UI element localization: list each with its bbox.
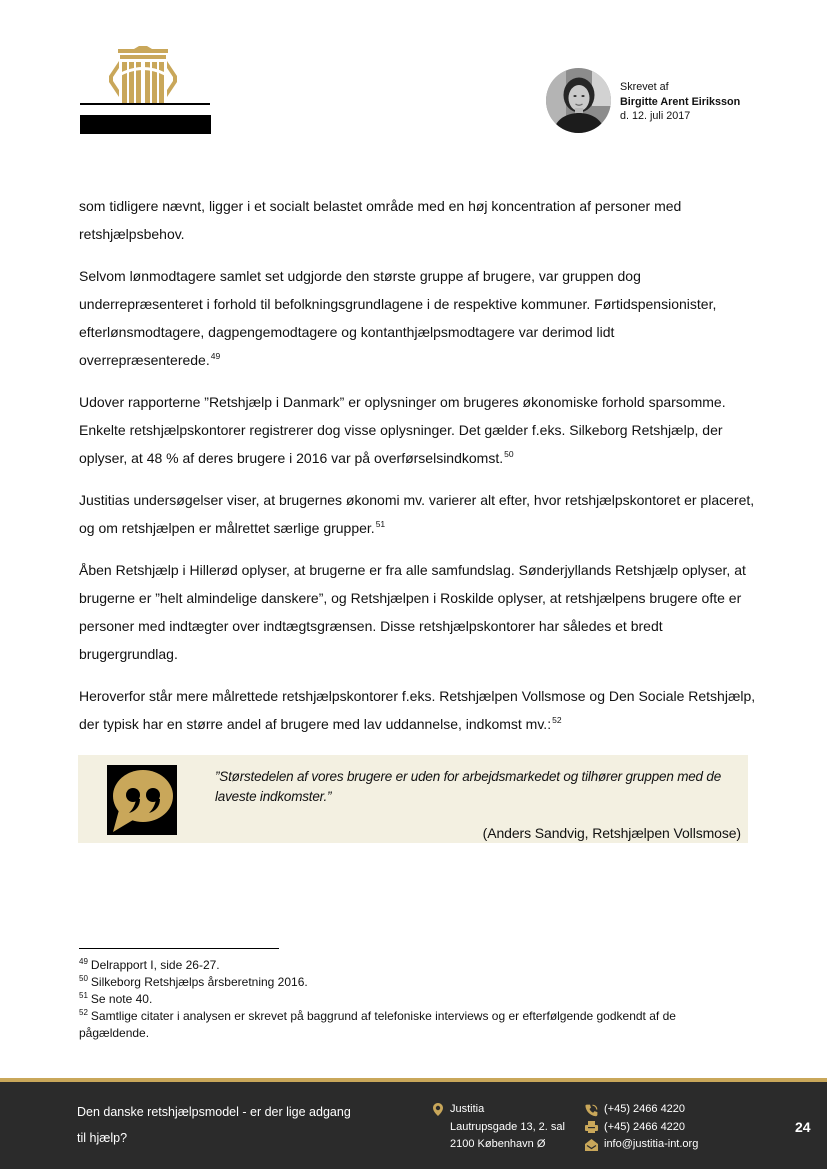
report-title-line: til hjælp? [77,1131,128,1145]
pull-quote [78,755,748,843]
report-title-line: Den danske retshjælpsmodel - er der lige adgang [77,1105,351,1119]
text-line [79,514,799,542]
quote-line: laveste indkomster.” [215,789,332,804]
footnotes [79,957,676,1042]
footnote-ref: 52 [552,715,562,725]
emblem-right-chevron [167,61,177,97]
footnote-ref: 49 [210,351,221,361]
text-line [79,346,799,374]
footnote [79,974,676,991]
text-line: brugergrundlag. [79,646,178,662]
emblem-architrave [120,55,166,59]
phone-number: (+45) 2466 4220 [604,1103,686,1115]
fax-icon [585,1121,598,1133]
emblem-cornice [118,46,168,53]
text-line: Heroverfor står mere målrettede retshjælpskontorer f.eks. Retshjælpen Vollsmose og Den Sociale Retshjælp, [79,688,756,704]
text-line-content: der typisk har en større andel af brugere med lav uddannelse, indkomst mv.: [79,716,552,732]
text-line: personer med indtægter over indtægtsgrænsen. Disse retshjælpskontorer har således et bredt [79,618,663,634]
quote-line: ”Størstedelen af vores brugere er uden for arbejdsmarkedet og tilhører gruppen med de [215,769,722,784]
emblem-arch [121,69,165,75]
text-line: som tidligere nævnt, ligger i et socialt belastet område med en høj koncentration af personer med [79,198,682,214]
building-emblem-icon [109,46,177,103]
text-line: Justitias undersøgelser viser, at brugernes økonomi mv. varierer alt efter, hvor retshjælpskontoret er placeret, [79,492,755,508]
text-line-content: og om retshjælpen er målrettet særlige grupper. [79,520,375,536]
author-avatar [546,68,611,133]
quote-text [215,767,721,807]
text-line: Enkelte retshjælpskontorer registrerer dog visse oplysninger. Det gælder f.eks. Silkeborg Retshjælp, der [79,422,723,438]
paragraph [79,486,799,542]
text-line-content: oplyser, at 48 % af deres brugere i 2016 var på overførselsindkomst. [79,450,504,466]
address [450,1101,565,1154]
page-footer [0,1082,827,1169]
paragraph [79,192,799,248]
publish-date: d. 12. juli 2017 [620,110,691,122]
text-line: underrepræsenteret i forhold til befolkningsgrundlagene i de respektive kommuner. Førtidspensionister, [79,296,717,312]
report-title [77,1099,351,1151]
footnote-number: 52 [79,1008,88,1017]
address-name: Justitia [450,1103,485,1115]
paragraph [79,388,799,472]
email-icon [585,1139,598,1151]
footnote [79,1008,676,1025]
footnote-number: 49 [79,957,88,966]
page-number: 24 [795,1119,811,1135]
quote-attribution: (Anders Sandvig, Retshjælpen Vollsmose) [482,825,741,841]
redacted-bar [80,115,211,134]
location-pin-icon [433,1103,443,1116]
organization-logo [78,44,214,138]
quote-bubble-icon [107,765,177,835]
text-line: retshjælpsbehov. [79,226,185,242]
email-address: info@justitia-int.org [604,1138,699,1150]
footnote-number: 51 [79,991,88,1000]
fax-number: (+45) 2466 4220 [604,1120,686,1133]
footnote-separator [79,948,279,949]
author-name: Birgitte Arent Eiriksson [620,95,741,108]
emblem-column [122,62,127,103]
footnote-continuation: pågældende. [79,1026,150,1040]
text-line: brugerne er ”helt almindelige danskere”, og Retshjælpen i Roskilde oplyser, at retshjælpens brugere ofte er [79,590,742,606]
footnote-ref: 51 [375,519,386,529]
text-line: Selvom lønmodtagere samlet set udgjorde den største gruppe af brugere, var gruppen dog [79,268,641,284]
address-street: Lautrupsgade 13, 2. sal [450,1120,565,1133]
text-line [79,444,799,472]
paragraph [79,682,799,738]
phone-icon [585,1104,598,1117]
emblem-column [159,62,164,103]
footnote-ref: 50 [504,449,514,459]
footnote-number: 50 [79,974,88,983]
address-city: 2100 København Ø [450,1138,546,1150]
footnote-text: Delrapport I, side 26-27. [90,958,220,972]
author-byline [620,80,740,124]
text-line: Åben Retshjælp i Hillerød oplyser, at brugerne er fra alle samfundslag. Sønderjyllands Retshjælp oplyser, at [79,562,746,578]
author-label: Skrevet af [620,81,669,93]
text-line: efterlønsmodtagere, dagpengemodtagere og kontanthjælpsmodtagere var derimod lidt [79,324,615,340]
emblem-left-chevron [109,61,119,97]
footnote [79,957,676,974]
footnote [79,991,676,1008]
text-line [79,710,799,738]
logo-underline [80,103,210,105]
footnote-text: Se note 40. [90,992,153,1006]
footnote-text: Samtlige citater i analysen er skrevet på baggrund af telefoniske interviews og er efterfølgende godkendt af de [90,1009,676,1023]
author-photo [546,68,611,133]
footnote-text: Silkeborg Retshjælps årsberetning 2016. [90,975,308,989]
text-line: Udover rapporterne ”Retshjælp i Danmark” er oplysninger om brugeres økonomiske forhold sparsomme. [79,394,726,410]
paragraph [79,262,799,374]
contact-details [604,1101,698,1154]
article-body [79,192,799,752]
paragraph [79,556,799,668]
text-line-content: overrepræsenterede. [79,352,210,368]
